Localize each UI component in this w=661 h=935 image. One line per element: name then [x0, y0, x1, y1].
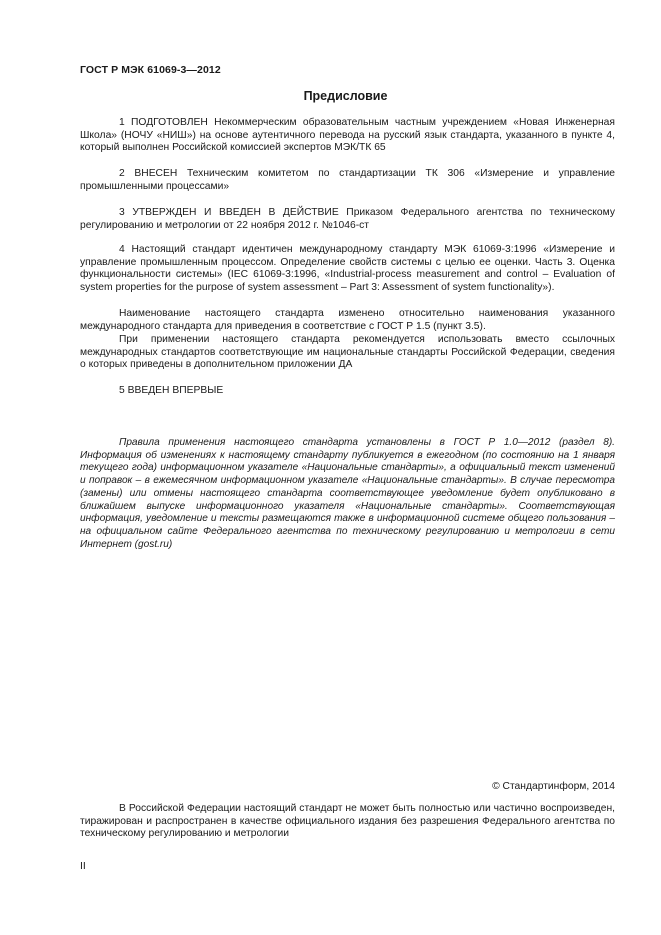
- section-references: [80, 334, 615, 372]
- section-text: 5 ВВЕДЕН ВПЕРВЫЕ: [119, 385, 224, 396]
- section-lead: 2 ВНЕСЕН: [119, 168, 178, 179]
- section-text: Приказом Федерального агентства по техническому регулированию и метрологии от 22 ноября 2012 г. №1046-ст: [80, 207, 615, 231]
- section-name-change: [80, 308, 615, 333]
- section-first-introduced: [80, 385, 615, 398]
- section-prepared: [80, 117, 615, 155]
- section-introduced: [80, 168, 615, 193]
- page-number: II: [80, 860, 86, 872]
- section-lead: 1 ПОДГОТОВЛЕН: [119, 117, 208, 128]
- document-id-header: ГОСТ Р МЭК 61069-3—2012: [80, 64, 221, 76]
- application-rules-notice: Правила применения настоящего стандарта установлены в ГОСТ Р 1.0—2012 (раздел 8). Информация об изменениях к настоящему стандарту публикуется в ежегодном (по состоянию на 1 января текущего года) информационном указателе «Национальные стандарты», а официальный текст изменений и поправок – в ежемесячном информационном указателе «Национальные стандарты». В случае пересмотра (замены) или отмены настоящего стандарта соответствующее уведомление будет опубликовано в ближайшем выпуске информационного указателя «Национальные стандарты». Соответствующая информация, уведомление и тексты размещаются также в информационной системе общего пользования – на официальном сайте Федерального агентства по техническому регулированию и метрологии в сети Интернет (gost.ru): [80, 437, 615, 550]
- page-title: Предисловие: [303, 89, 388, 103]
- section-text: 4 Настоящий стандарт идентичен международному стандарту МЭК 61069-3:1996 «Измерение и управление промышленным процессом. Определение свойств системы с целью ее оценки. Часть 3. Оценка функциональности системы» (IEC 61069-3:1996, «Industrial-process measurement and control – Evaluation of system properties for the purpose of system assessment – Part 3: Assessment of system functionality»).: [80, 244, 615, 293]
- section-text: Техническим комитетом по стандартизации ТК 306 «Измерение и управление промышленными процессами»: [80, 168, 615, 192]
- section-approved: [80, 207, 615, 232]
- section-lead: 3 УТВЕРЖДЕН И ВВЕДЕН В ДЕЙСТВИЕ: [119, 207, 339, 218]
- reproduction-notice: В Российской Федерации настоящий стандарт не может быть полностью или частично воспроизведен, тиражирован и распространен в качестве официального издания без разрешения Федерального агентства по техническому регулированию и метрологии: [80, 803, 615, 840]
- section-text: Некоммерческим образовательным частным учреждением «Новая Инженерная Школа» (НОЧУ «НИШ») на основе аутентичного перевода на русский язык стандарта, указанного в пункте 4, который выполнен Российской комиссией экспертов МЭК/ТК 65: [80, 117, 615, 154]
- section-identical: [80, 244, 615, 294]
- copyright-line: © Стандартинформ, 2014: [492, 781, 615, 792]
- section-text: При применении настоящего стандарта рекомендуется использовать вместо ссылочных международных стандартов соответствующие им национальные стандарты Российской Федерации, сведения о которых приведены в дополнительном приложении ДА: [80, 334, 615, 371]
- section-text: Наименование настоящего стандарта изменено относительно наименования указанного международного стандарта для приведения в соответствие с ГОСТ Р 1.5 (пункт 3.5).: [80, 308, 615, 332]
